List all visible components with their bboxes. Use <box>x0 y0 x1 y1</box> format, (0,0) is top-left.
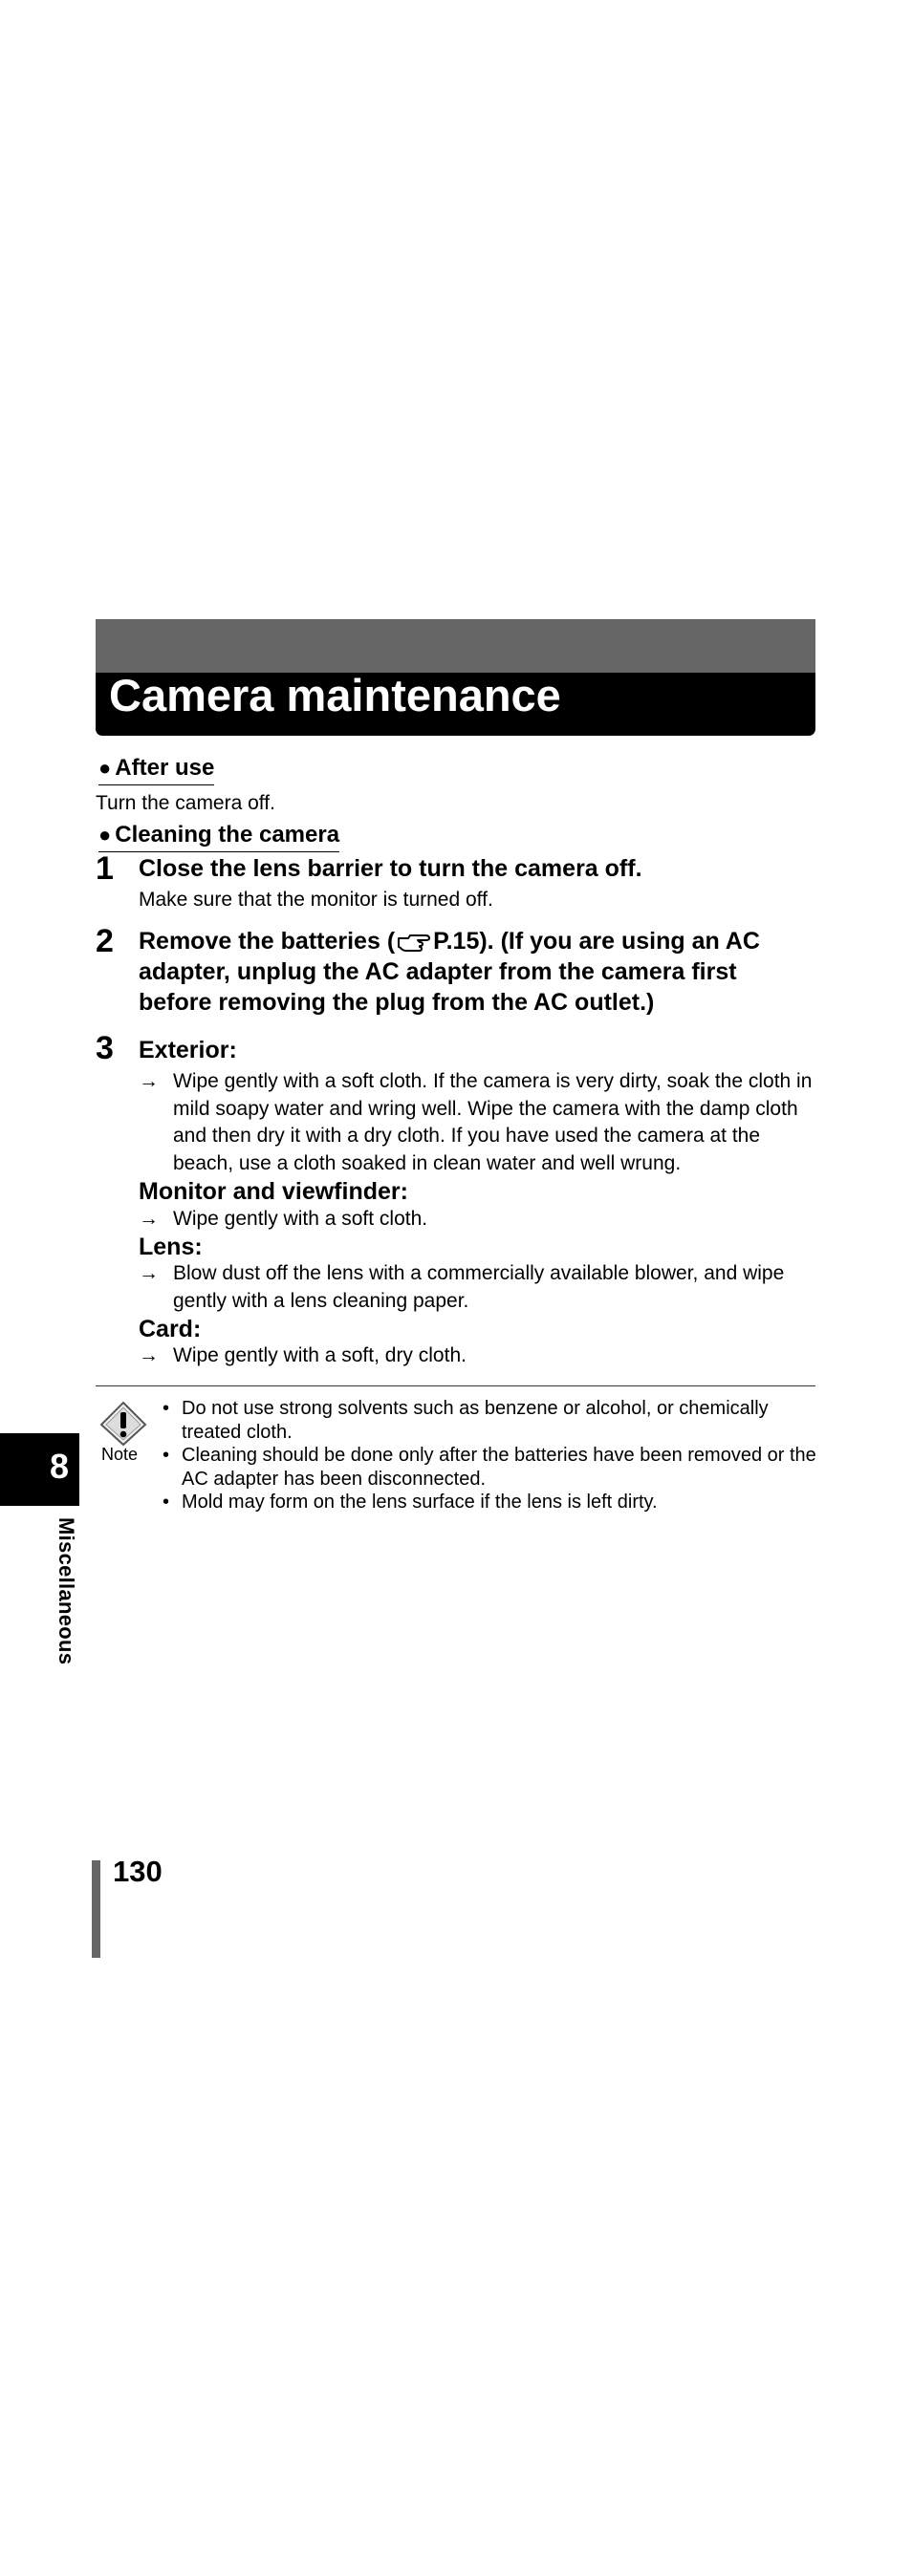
lens-text: → Blow dust off the lens with a commercially available blower, and wipe gently with a lens cleaning paper. <box>139 1262 785 1312</box>
note-item: • Do not use strong solvents such as benzene or alcohol, or chemically treated cloth. <box>163 1397 822 1444</box>
card-label: Card: <box>139 1316 202 1342</box>
arrow-icon: → <box>139 1208 159 1230</box>
bullet-icon: ● <box>98 756 112 780</box>
after-use-text: Turn the camera off. <box>96 792 275 814</box>
note-item: • Cleaning should be done only after the batteries have been removed or the AC adapter has been disconnected. <box>163 1444 822 1491</box>
page-header <box>96 619 815 736</box>
arrow-icon: → <box>139 1262 159 1284</box>
arrow-icon: → <box>139 1344 159 1366</box>
exterior-text: → Wipe gently with a soft cloth. If the camera is very dirty, soak the cloth in mild soapy water and wring well. Wipe the camera with the damp cloth and then dry it with a dry cloth. If you have used the camera at the beach, use a cloth soaked in clean water and well wrung. <box>139 1070 813 1174</box>
exterior-label: Exterior: <box>139 1037 237 1063</box>
step-1-title: Close the lens barrier to turn the camera off. <box>139 855 642 882</box>
monitor-label: Monitor and viewfinder: <box>139 1178 408 1205</box>
page-title: Camera maintenance <box>109 670 561 720</box>
chapter-label: Miscellaneous <box>54 1517 78 1665</box>
bullet-icon: ● <box>98 823 112 847</box>
note-item: • Mold may form on the lens surface if the lens is left dirty. <box>163 1491 822 1514</box>
note-label: Note <box>101 1445 139 1464</box>
card-text: → Wipe gently with a soft, dry cloth. <box>139 1342 813 1370</box>
step-1-detail: Make sure that the monitor is turned off. <box>139 889 493 911</box>
note-divider <box>96 1385 815 1386</box>
step-3-number: 3 <box>96 1030 114 1066</box>
step-2-title: Remove the batteries ( P.15). (If you are using an AC adapter, unplug the AC adapter from the camera first before removing the plug from the AC outlet.) <box>139 928 760 1016</box>
step-2-number: 2 <box>96 923 114 959</box>
after-use-heading: ● After use <box>98 755 214 785</box>
note-list <box>163 1397 822 1514</box>
step-1-number: 1 <box>96 850 114 887</box>
page-number-bar <box>92 1860 100 1958</box>
lens-label: Lens: <box>139 1234 203 1260</box>
header-grey-strip <box>96 619 815 673</box>
hand-pointer-icon <box>397 931 431 952</box>
cleaning-heading: ● Cleaning the camera <box>98 822 339 852</box>
chapter-number: 8 <box>49 1447 69 1486</box>
monitor-text: → Wipe gently with a soft cloth. <box>139 1206 813 1234</box>
arrow-icon: → <box>139 1070 159 1092</box>
page-number: 130 <box>113 1855 163 1888</box>
warning-icon <box>99 1401 147 1447</box>
chapter-tab <box>0 1433 79 1506</box>
